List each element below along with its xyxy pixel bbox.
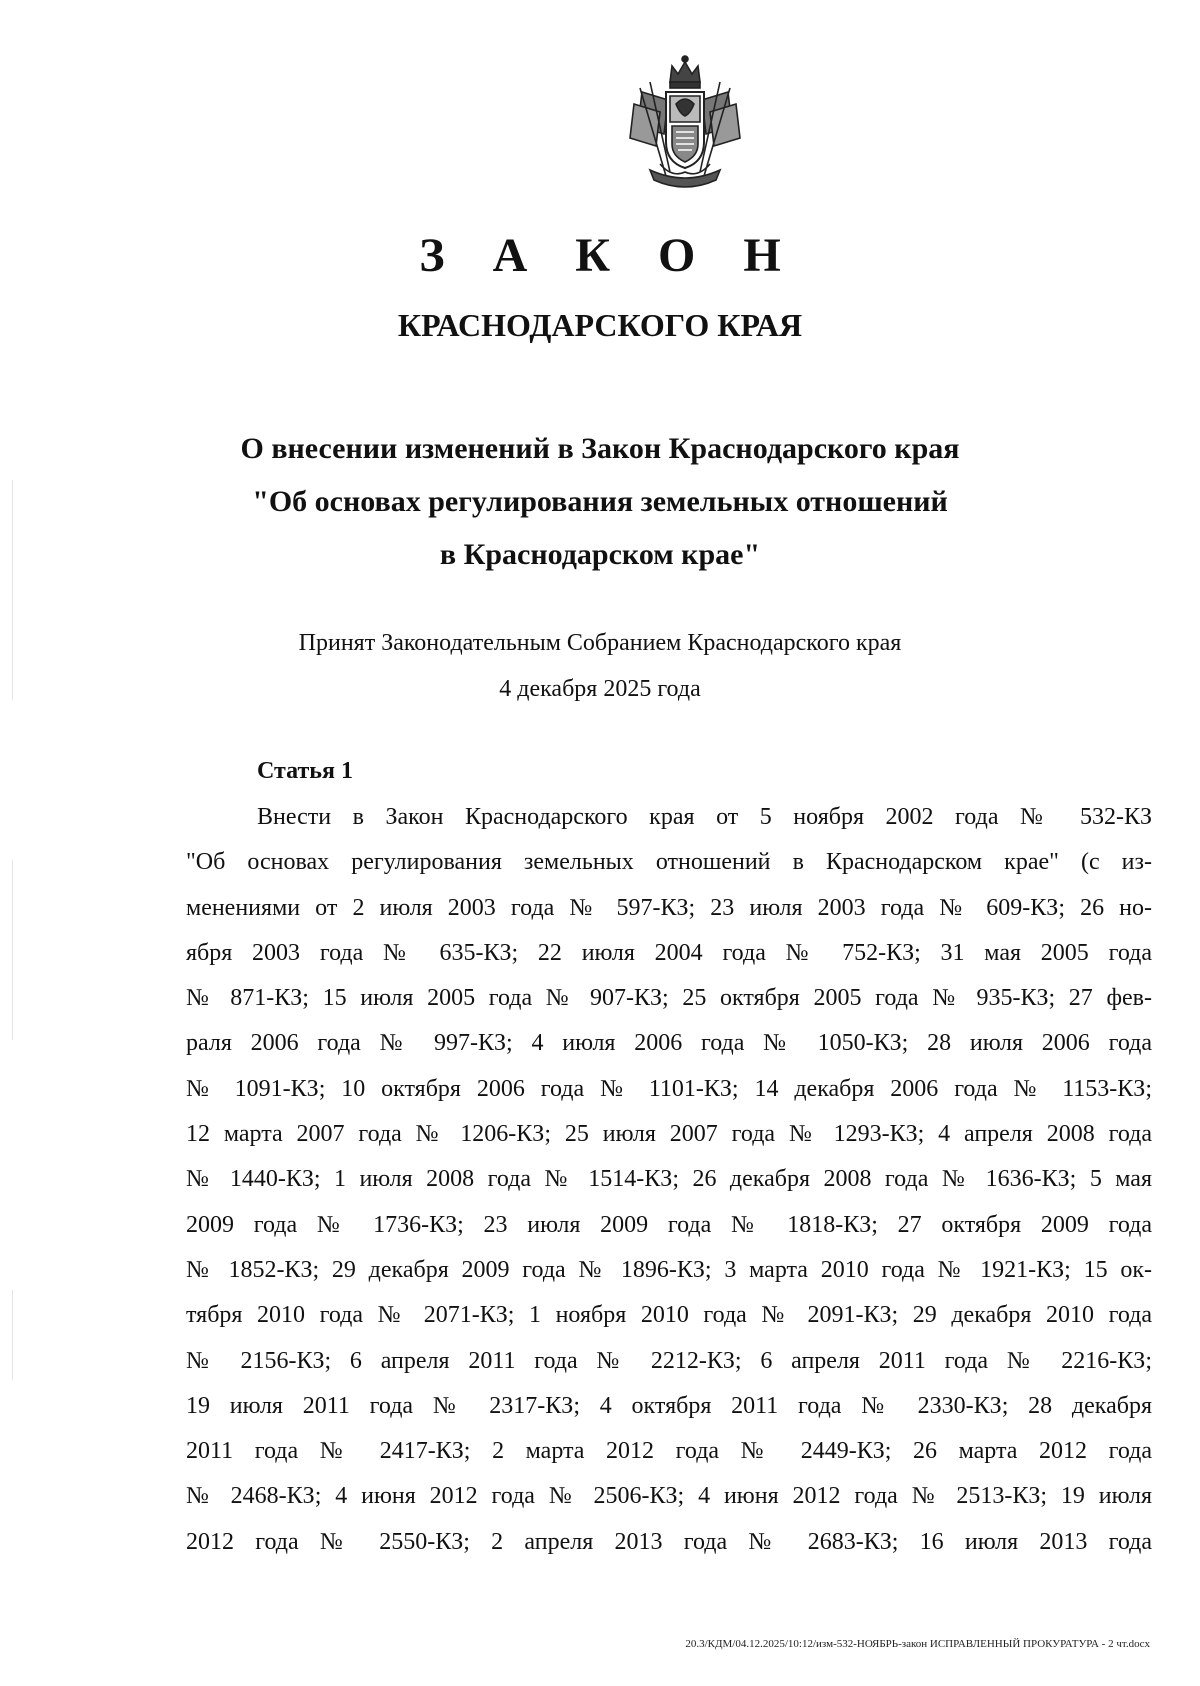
scan-artifact — [12, 480, 13, 700]
article-line: № 2156-КЗ; 6 апреля 2011 года № 2212-КЗ; 6 апреля 2011 года № 2216-КЗ; — [186, 1347, 1152, 1374]
article-body — [186, 795, 1152, 1565]
article-line: "Об основах регулирования земельных отношений в Краснодарском крае" (с из- — [186, 849, 1152, 876]
region-heading: КРАСНОДАРСКОГО КРАЯ — [397, 307, 803, 343]
article-line: тября 2010 года № 2071-КЗ; 1 ноября 2010 года № 2091-КЗ; 29 декабря 2010 года — [186, 1302, 1152, 1329]
article-line: 12 марта 2007 года № 1206-КЗ; 25 июля 2007 года № 1293-КЗ; 4 апреля 2008 года — [186, 1121, 1152, 1148]
law-heading: З А К О Н — [419, 229, 799, 282]
article-line: Внести в Закон Краснодарского края от 5 ноября 2002 года № 532-КЗ — [257, 804, 1152, 830]
article-line: 2009 года № 1736-КЗ; 23 июля 2009 года № 1818-КЗ; 27 октября 2009 года — [186, 1211, 1152, 1238]
law-title-line: "Об основах регулирования земельных отношений — [252, 485, 948, 518]
adoption-body: Принят Законодательным Собранием Краснодарского края — [298, 630, 902, 656]
article-line: № 871-КЗ; 15 июля 2005 года № 907-КЗ; 25 октября 2005 года № 935-КЗ; 27 фев- — [186, 985, 1152, 1012]
article-line: менениями от 2 июля 2003 года № 597-КЗ; 23 июля 2003 года № 609-КЗ; 26 но- — [186, 894, 1152, 921]
article-line: ября 2003 года № 635-КЗ; 22 июля 2004 года № 752-КЗ; 31 мая 2005 года — [186, 939, 1152, 966]
file-info-footer: 20.3/КДМ/04.12.2025/10:12/изм-532-НОЯБРЬ-закон ИСПРАВЛЕННЫЙ ПРОКУРАТУРА - 2 чт.docx — [685, 1638, 1150, 1650]
adoption-date: 4 декабря 2025 года — [499, 676, 701, 702]
article-line: раля 2006 года № 997-КЗ; 4 июля 2006 года № 1050-КЗ; 28 июля 2006 года — [186, 1030, 1152, 1057]
adoption-info — [150, 620, 1050, 712]
law-title — [150, 422, 1050, 581]
law-title-line: в Краснодарском крае" — [439, 538, 761, 571]
article-heading: Статья 1 — [257, 758, 353, 784]
article-line: 2011 года № 2417-КЗ; 2 марта 2012 года № 2449-КЗ; 26 марта 2012 года — [186, 1438, 1152, 1465]
article-line: 19 июля 2011 года № 2317-КЗ; 4 октября 2011 года № 2330-КЗ; 28 декабря — [186, 1392, 1152, 1419]
article-line: № 1091-КЗ; 10 октября 2006 года № 1101-КЗ; 14 декабря 2006 года № 1153-КЗ; — [186, 1075, 1152, 1102]
article-line: № 1440-КЗ; 1 июля 2008 года № 1514-КЗ; 26 декабря 2008 года № 1636-КЗ; 5 мая — [186, 1166, 1152, 1193]
article-line: № 1852-КЗ; 29 декабря 2009 года № 1896-КЗ; 3 марта 2010 года № 1921-КЗ; 15 ок- — [186, 1256, 1152, 1283]
scan-artifact — [12, 1290, 13, 1380]
article-line: 2012 года № 2550-КЗ; 2 апреля 2013 года № 2683-КЗ; 16 июля 2013 года — [186, 1528, 1152, 1555]
law-title-line: О внесении изменений в Закон Краснодарского края — [240, 432, 960, 465]
article-line: № 2468-КЗ; 4 июня 2012 года № 2506-КЗ; 4 июня 2012 года № 2513-КЗ; 19 июля — [186, 1483, 1152, 1510]
krasnodar-coat-of-arms-icon — [620, 52, 750, 192]
scan-artifact — [12, 860, 13, 1040]
